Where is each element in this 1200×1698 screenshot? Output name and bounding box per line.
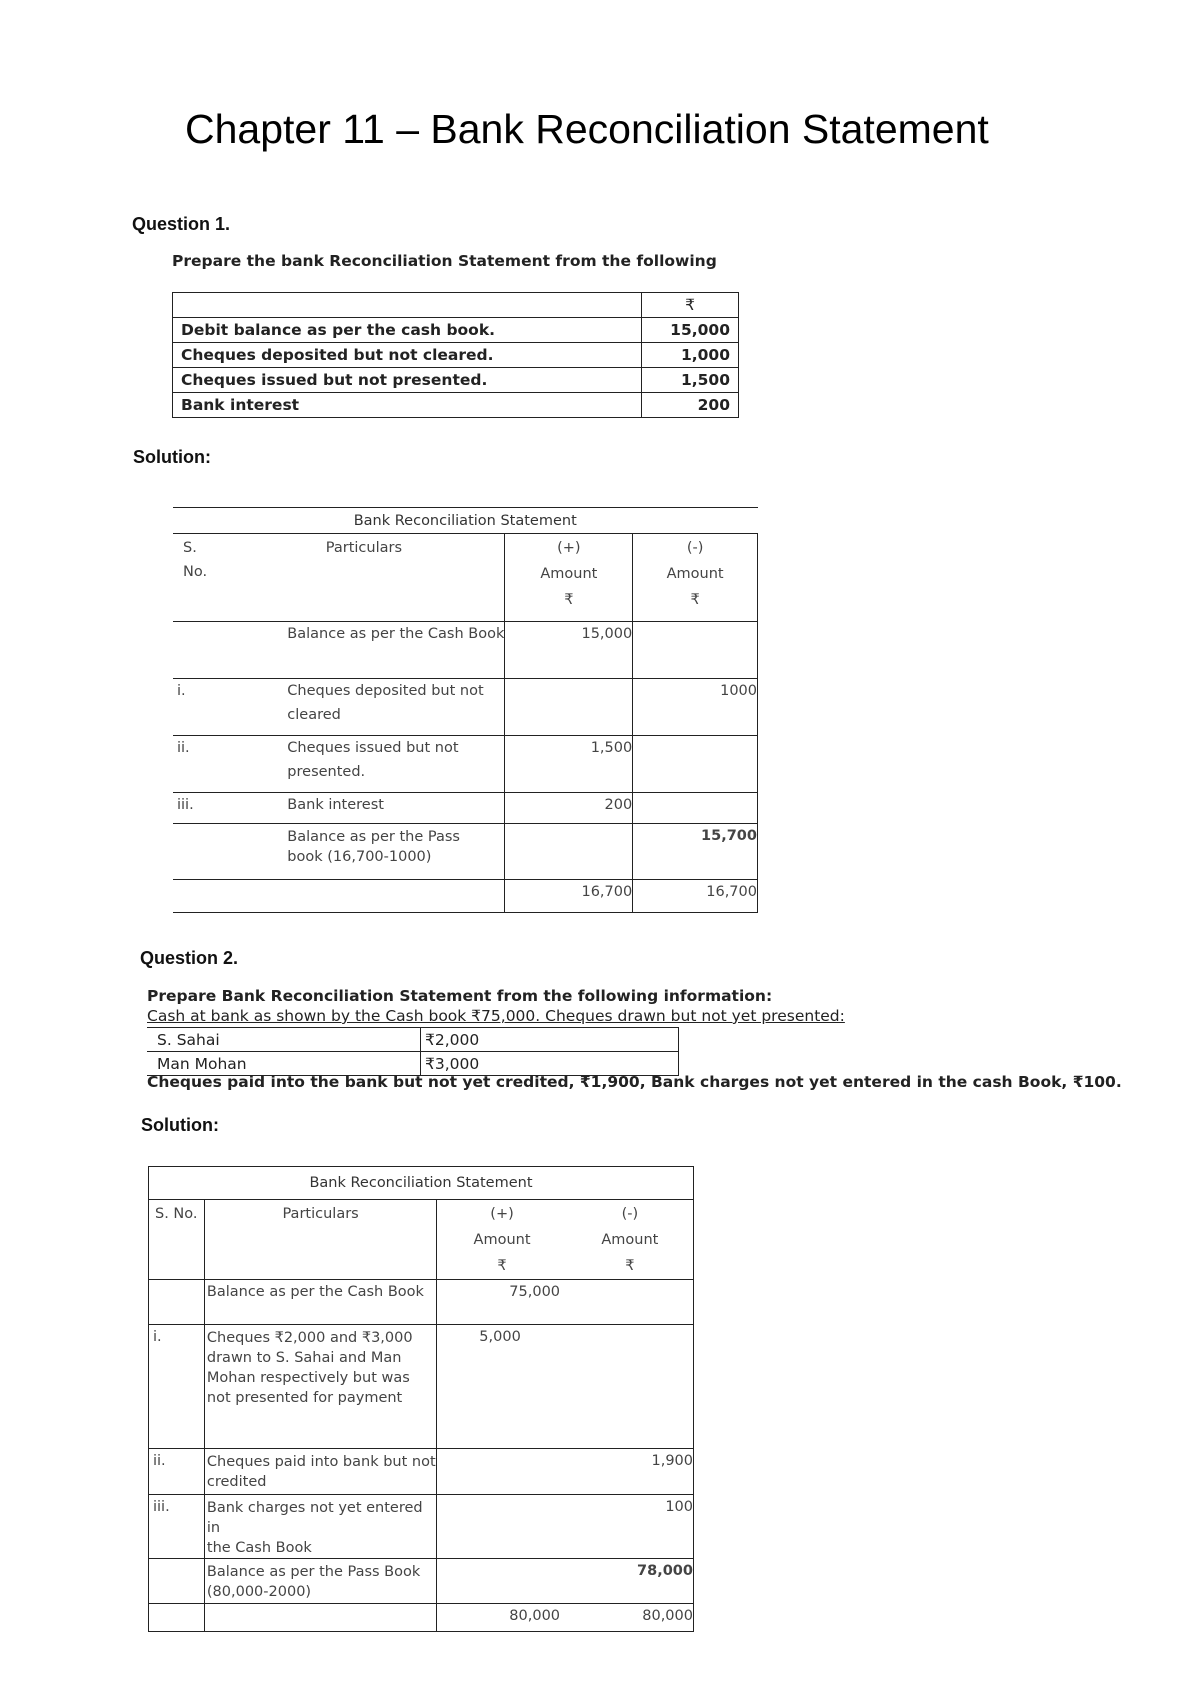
cheque-amount: ₹2,000 <box>421 1028 679 1052</box>
col-particulars: Particulars <box>204 1200 436 1280</box>
table-row <box>149 1280 694 1325</box>
row-sno <box>149 1559 205 1604</box>
row-particulars-line: not presented for payment <box>206 1390 403 1406</box>
row-minus <box>567 1325 694 1449</box>
row-particulars <box>204 1495 436 1559</box>
total-label-blank <box>204 1604 436 1632</box>
row-plus <box>505 824 633 880</box>
table-row <box>173 679 758 736</box>
given-header-blank <box>173 293 642 318</box>
table-row <box>149 1495 694 1559</box>
row-minus: 1000 <box>633 679 758 736</box>
row-sno: i. <box>149 1325 205 1449</box>
q2-prompt-line2: Cash at bank as shown by the Cash book ₹75,000. Cheques drawn but not yet presented: <box>147 1007 845 1025</box>
given-label: Cheques issued but not presented. <box>173 368 642 393</box>
q2-prompt-line3: Cheques paid into the bank but not yet credited, ₹1,900, Bank charges not yet entered in the cash Book, ₹100. <box>147 1073 1122 1091</box>
table-row <box>173 824 758 880</box>
total-minus: 16,700 <box>633 880 758 913</box>
row-particulars-line: Bank charges not yet entered in <box>206 1500 423 1536</box>
given-label: Debit balance as per the cash book. <box>173 318 642 343</box>
table-row <box>147 1052 679 1076</box>
col-minus-sign: (-) <box>621 1206 639 1222</box>
col-minus-amount: Amount <box>601 1232 659 1248</box>
row-particulars <box>204 1559 436 1604</box>
row-plus <box>437 1449 567 1495</box>
total-minus: 80,000 <box>567 1604 694 1632</box>
row-particulars: Cheques issued but not presented. <box>223 736 505 793</box>
q2-prompt-line1: Prepare Bank Reconciliation Statement from the following information: <box>147 987 773 1005</box>
table-row <box>149 1449 694 1495</box>
total-plus: 16,700 <box>505 880 633 913</box>
q2-solution-heading: Solution: <box>141 1115 219 1135</box>
row-minus <box>633 736 758 793</box>
row-particulars: Balance as per the Cash Book <box>223 622 505 679</box>
table-row <box>149 1325 694 1449</box>
total-sno-blank <box>149 1604 205 1632</box>
row-plus: 75,000 <box>437 1280 567 1325</box>
table-row <box>147 1028 679 1052</box>
row-particulars-line: Mohan respectively but was <box>206 1370 410 1386</box>
table-row <box>173 368 739 393</box>
row-plus: 5,000 <box>437 1325 567 1449</box>
col-plus-sign: (+) <box>490 1206 514 1222</box>
col-plus-amount: Amount <box>473 1232 531 1248</box>
table-row <box>149 1559 694 1604</box>
q1-given-table <box>172 292 739 418</box>
given-value: 200 <box>642 393 739 418</box>
row-particulars: Bank interest <box>223 793 505 824</box>
table-row <box>173 736 758 793</box>
col-minus-currency: ₹ <box>690 592 700 608</box>
table-row <box>173 343 739 368</box>
row-sno-blank <box>173 824 223 880</box>
row-plus <box>505 679 633 736</box>
row-particulars-line: credited <box>206 1474 267 1490</box>
row-particulars: Balance as per the Cash Book <box>204 1280 436 1325</box>
given-value: 1,500 <box>642 368 739 393</box>
table-total-row <box>149 1604 694 1632</box>
row-sno: iii. <box>173 793 223 824</box>
row-plus: 200 <box>505 793 633 824</box>
currency-symbol: ₹ <box>642 293 739 318</box>
row-particulars-line: Balance as per the Pass Book <box>206 1564 421 1580</box>
col-sno: S. No. <box>149 1200 205 1280</box>
q2-statement-table <box>148 1166 694 1632</box>
given-label: Cheques deposited but not cleared. <box>173 343 642 368</box>
row-minus: 78,000 <box>567 1559 694 1604</box>
table-header-row <box>173 534 758 622</box>
row-sno <box>173 622 223 679</box>
row-sno: i. <box>173 679 223 736</box>
table-row <box>173 393 739 418</box>
given-value: 15,000 <box>642 318 739 343</box>
row-particulars-line: Cheques ₹2,000 and ₹3,000 <box>206 1330 413 1346</box>
col-particulars: Particulars <box>223 534 505 622</box>
row-sno: iii. <box>149 1495 205 1559</box>
row-particulars-line: Cheques paid into bank but not <box>206 1454 436 1470</box>
cheque-name: Man Mohan <box>147 1052 421 1076</box>
row-minus: 15,700 <box>633 824 758 880</box>
col-minus-amount: Amount <box>666 566 724 582</box>
row-sno: ii. <box>149 1449 205 1495</box>
given-label: Bank interest <box>173 393 642 418</box>
row-particulars-line: drawn to S. Sahai and Man <box>206 1350 402 1366</box>
table-row <box>173 293 739 318</box>
row-particulars-line: Balance as per the Pass <box>287 829 460 845</box>
row-particulars: Cheques deposited but not cleared <box>223 679 505 736</box>
statement-title: Bank Reconciliation Statement <box>149 1167 694 1200</box>
row-sno <box>149 1280 205 1325</box>
given-value: 1,000 <box>642 343 739 368</box>
total-label-blank <box>173 880 505 913</box>
q2-heading: Question 2. <box>140 948 239 968</box>
col-plus <box>437 1200 567 1280</box>
col-plus <box>505 534 633 622</box>
page-title: Chapter 11 – Bank Reconciliation Statement <box>185 106 989 152</box>
row-minus: 1,900 <box>567 1449 694 1495</box>
table-row <box>149 1167 694 1200</box>
col-minus <box>633 534 758 622</box>
row-minus: 100 <box>567 1495 694 1559</box>
table-row <box>173 622 758 679</box>
table-header-row <box>149 1200 694 1280</box>
col-plus-currency: ₹ <box>564 592 574 608</box>
row-minus <box>633 622 758 679</box>
q1-statement-table <box>173 507 758 913</box>
row-particulars <box>204 1325 436 1449</box>
cheque-amount: ₹3,000 <box>421 1052 679 1076</box>
table-row <box>173 318 739 343</box>
row-minus <box>567 1280 694 1325</box>
row-plus <box>437 1559 567 1604</box>
col-minus <box>567 1200 694 1280</box>
row-plus <box>437 1495 567 1559</box>
row-particulars-line: (80,000-2000) <box>206 1584 312 1600</box>
row-plus: 1,500 <box>505 736 633 793</box>
table-total-row <box>173 880 758 913</box>
statement-title: Bank Reconciliation Statement <box>173 508 758 534</box>
col-minus-currency: ₹ <box>625 1258 635 1274</box>
col-plus-amount: Amount <box>540 566 598 582</box>
total-plus: 80,000 <box>437 1604 567 1632</box>
row-particulars-line: the Cash Book <box>206 1540 312 1556</box>
col-minus-sign: (-) <box>686 540 704 556</box>
col-plus-sign: (+) <box>557 540 581 556</box>
row-particulars <box>204 1449 436 1495</box>
q1-heading: Question 1. <box>132 214 231 234</box>
q1-prompt: Prepare the bank Reconciliation Statement from the following <box>172 252 717 270</box>
col-plus-currency: ₹ <box>497 1258 507 1274</box>
table-row <box>173 793 758 824</box>
row-particulars <box>223 824 505 880</box>
q2-cheques-table <box>147 1027 679 1076</box>
row-sno: ii. <box>173 736 223 793</box>
cheque-name: S. Sahai <box>147 1028 421 1052</box>
row-plus: 15,000 <box>505 622 633 679</box>
q1-solution-heading: Solution: <box>133 447 211 467</box>
col-sno: S. No. <box>173 534 223 622</box>
row-particulars-line: book (16,700-1000) <box>287 849 432 865</box>
table-row <box>173 508 758 534</box>
row-minus <box>633 793 758 824</box>
